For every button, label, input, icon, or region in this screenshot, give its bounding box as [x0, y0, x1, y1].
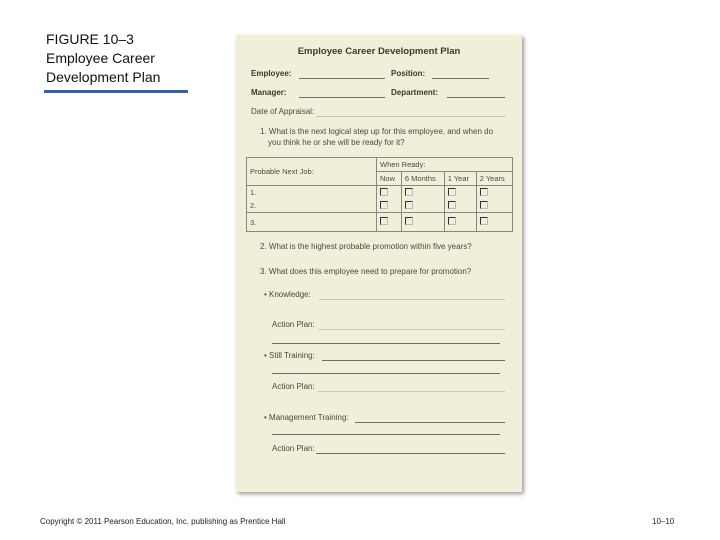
- date-label: Date of Appraisal:: [251, 107, 315, 116]
- checkbox[interactable]: [480, 188, 488, 196]
- action-plan-label: Action Plan:: [272, 444, 315, 453]
- question-3: 3. What does this employee need to prepare for promotion?: [260, 267, 472, 276]
- row-label: 2.: [247, 199, 377, 213]
- action-plan-field[interactable]: [316, 453, 505, 454]
- action-plan-label: Action Plan:: [272, 320, 315, 329]
- skill-training-label: • Still Training:: [264, 351, 315, 360]
- col-2-years: 2 Years: [476, 172, 512, 186]
- management-training-field[interactable]: [355, 422, 505, 423]
- page-number: 10–10: [652, 517, 675, 526]
- action-plan-field[interactable]: [318, 329, 505, 330]
- position-field[interactable]: [432, 78, 489, 79]
- management-training-label: • Management Training:: [264, 413, 349, 422]
- question-1-line1: 1. What is the next logical step up for this employee, and when do: [260, 127, 494, 136]
- checkbox[interactable]: [448, 217, 456, 225]
- row-label: 3.: [247, 213, 377, 232]
- action-plan-field[interactable]: [318, 391, 505, 392]
- question-1-line2: you think he or she will be ready for it?: [268, 138, 405, 147]
- checkbox[interactable]: [448, 201, 456, 209]
- checkbox[interactable]: [380, 201, 388, 209]
- manager-label: Manager:: [251, 88, 287, 97]
- employee-field[interactable]: [299, 78, 385, 79]
- job-header: Probable Next Job:: [247, 158, 377, 186]
- when-ready-header: When Ready:: [377, 158, 513, 172]
- department-label: Department:: [391, 88, 439, 97]
- figure-number: FIGURE 10–3: [46, 31, 134, 47]
- employee-label: Employee:: [251, 69, 292, 78]
- checkbox[interactable]: [405, 201, 413, 209]
- knowledge-label: • Knowledge:: [264, 290, 311, 299]
- checkbox[interactable]: [480, 201, 488, 209]
- figure-title-line1: Employee Career: [46, 50, 155, 66]
- action-plan-line[interactable]: [272, 343, 500, 344]
- question-2: 2. What is the highest probable promotion within five years?: [260, 242, 472, 251]
- copyright: Copyright © 2011 Pearson Education, Inc. publishing as Prentice Hall: [40, 517, 286, 526]
- skill-training-line[interactable]: [272, 373, 500, 374]
- form-title: Employee Career Development Plan: [297, 46, 461, 57]
- knowledge-field[interactable]: [319, 299, 505, 300]
- checkbox[interactable]: [448, 188, 456, 196]
- checkbox[interactable]: [380, 217, 388, 225]
- management-training-line[interactable]: [272, 434, 500, 435]
- date-field[interactable]: [316, 116, 506, 117]
- career-plan-form: [236, 35, 522, 492]
- next-job-table: [246, 157, 513, 232]
- skill-training-field[interactable]: [322, 360, 505, 361]
- action-plan-label: Action Plan:: [272, 382, 315, 391]
- col-now: Now: [377, 172, 402, 186]
- checkbox[interactable]: [380, 188, 388, 196]
- col-6-months: 6 Months: [401, 172, 444, 186]
- checkbox[interactable]: [405, 217, 413, 225]
- figure-title: [46, 30, 160, 87]
- row-label: 1.: [247, 186, 377, 200]
- col-1-year: 1 Year: [444, 172, 476, 186]
- title-underline: [44, 90, 188, 93]
- figure-title-line2: Development Plan: [46, 69, 161, 85]
- checkbox[interactable]: [480, 217, 488, 225]
- department-field[interactable]: [447, 97, 505, 98]
- manager-field[interactable]: [299, 97, 385, 98]
- position-label: Position:: [391, 69, 426, 78]
- checkbox[interactable]: [405, 188, 413, 196]
